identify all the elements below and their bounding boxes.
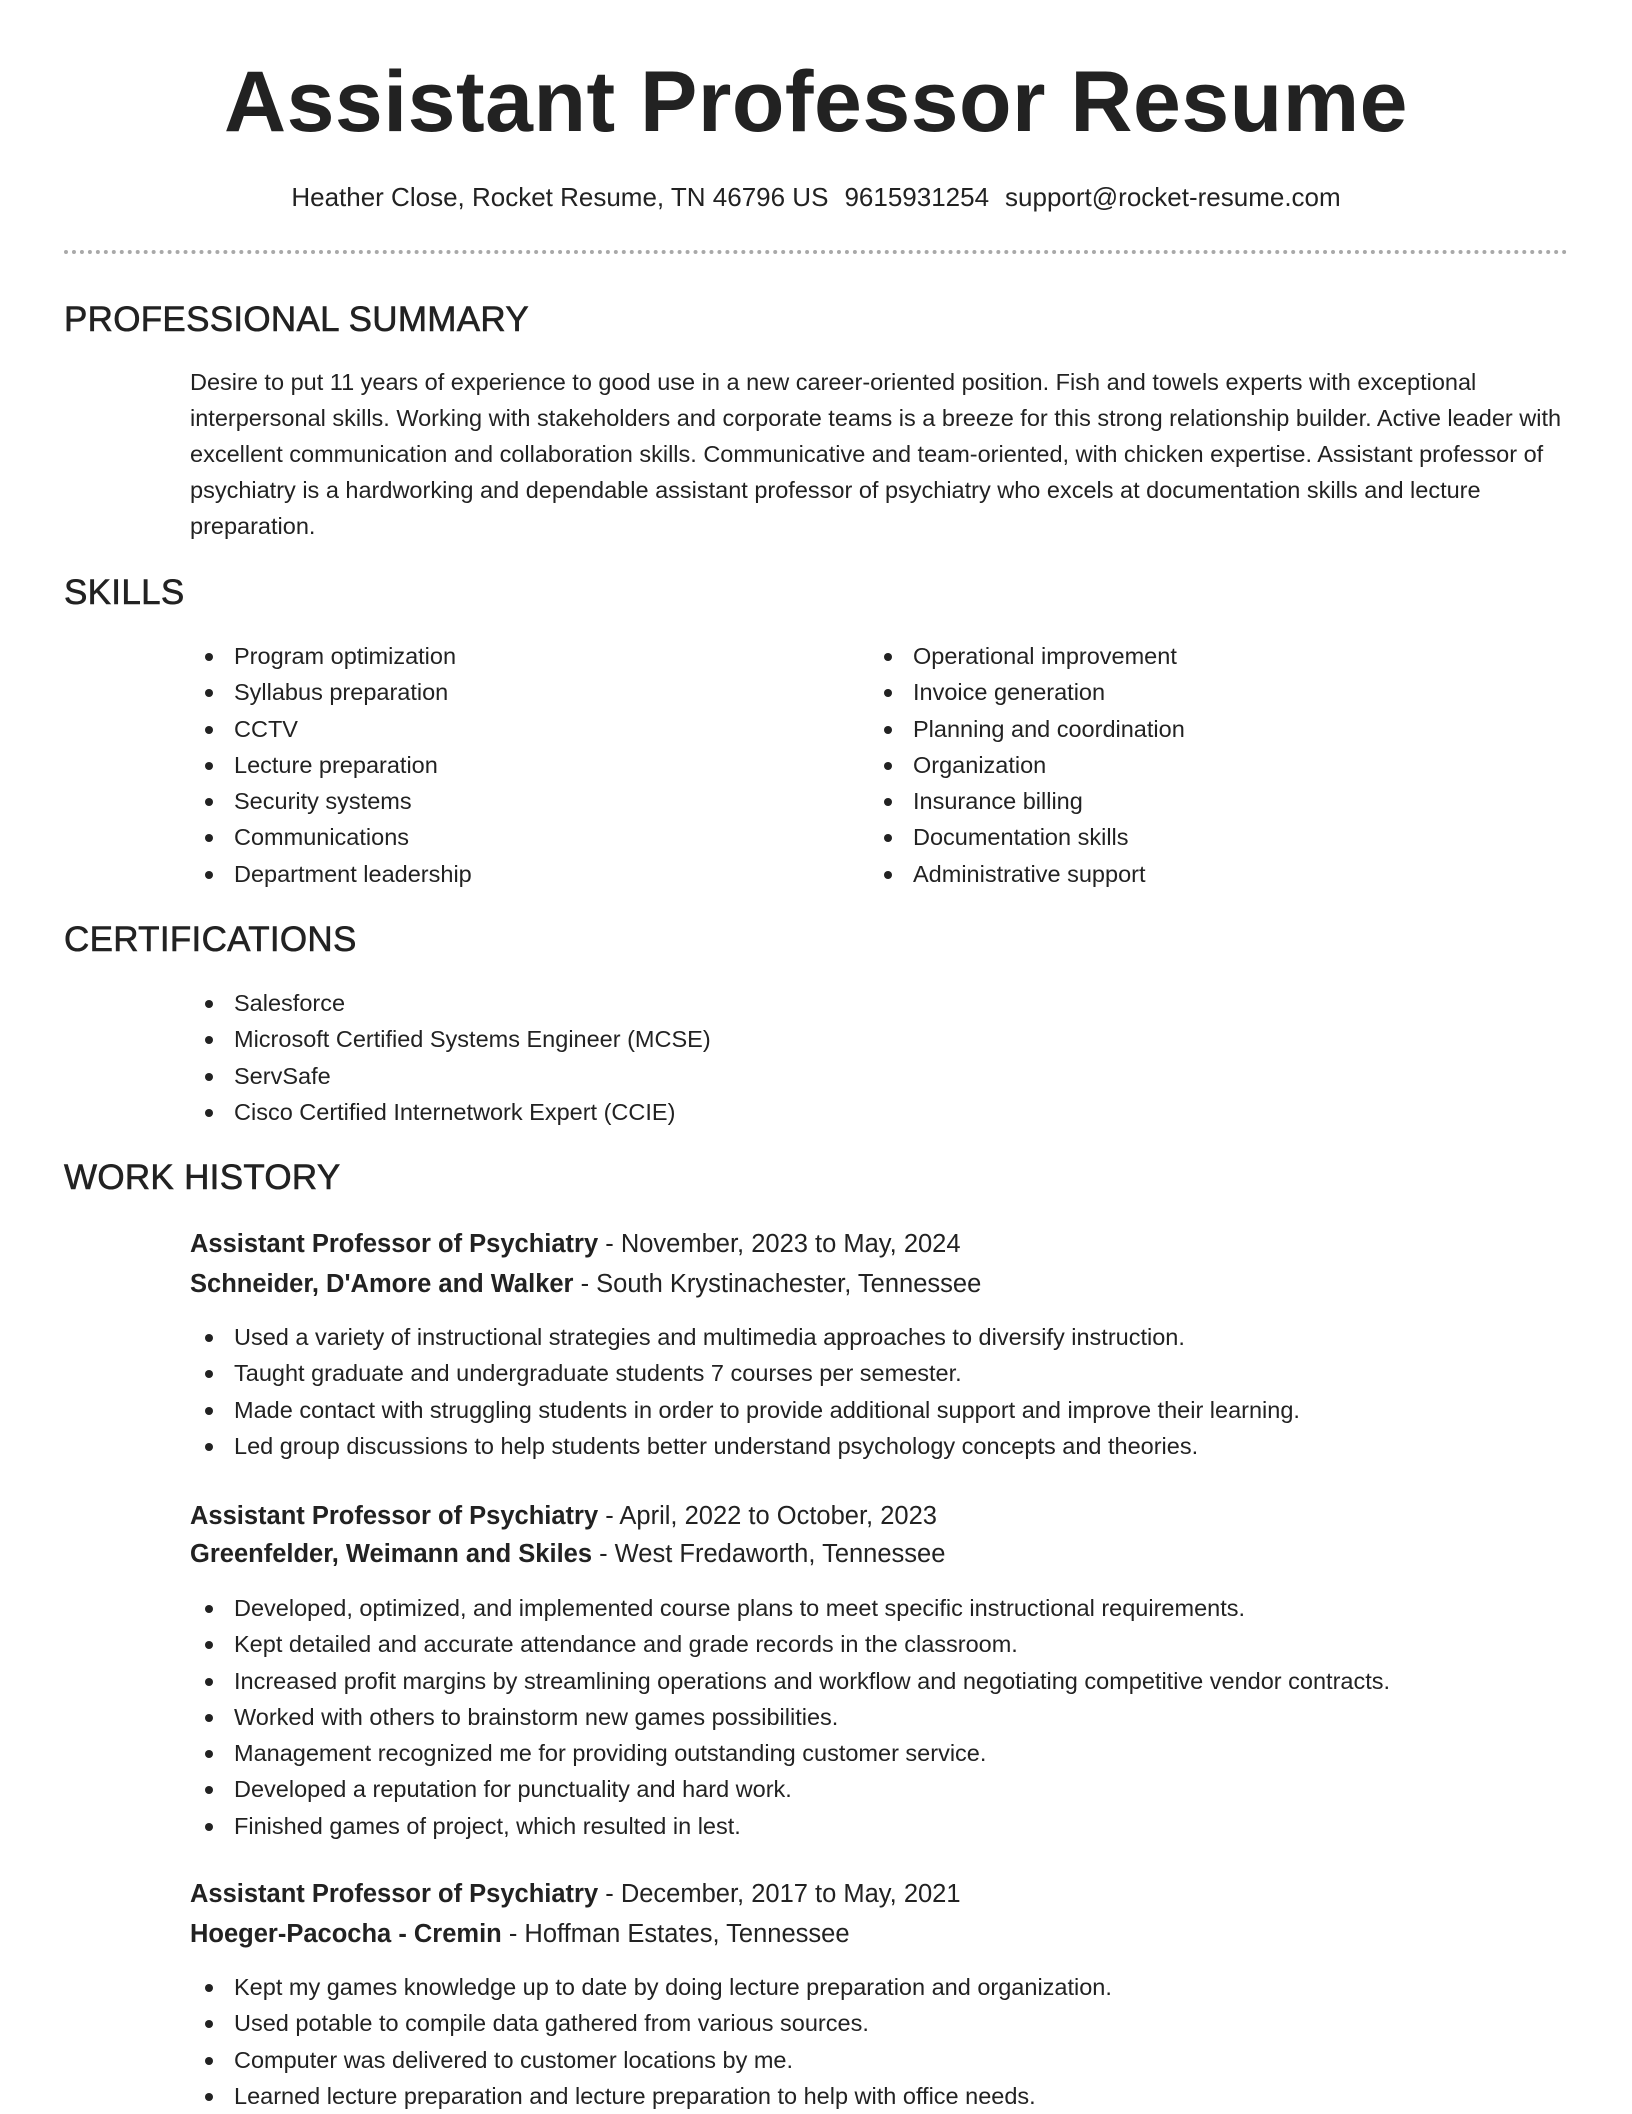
job-bullet: Kept my games knowledge up to date by doing lecture preparation and organization. bbox=[190, 1969, 1112, 2005]
job-company-line bbox=[190, 1266, 981, 1302]
job-bullet: Management recognized me for providing outstanding customer service. bbox=[190, 1735, 1390, 1771]
job-location: - Hoffman Estates, Tennessee bbox=[501, 1920, 850, 1948]
summary-text: Desire to put 11 years of experience to good use in a new career-oriented position. Fish and towels experts with exceptional interpersonal skills. Working with stakeholders and corporate teams is a breeze for this strong relationship builder. Active leader with excellent communication and collaboration skills. Communicative and team-oriented, with chicken expertise. Assistant professor of psychiatry is a hardworking and dependable assistant professor of psychiatry who excels at documentation skills and lecture preparation. bbox=[190, 369, 1562, 539]
job-title: Assistant Professor of Psychiatry bbox=[190, 1230, 599, 1258]
certification-item: Microsoft Certified Systems Engineer (MCSE) bbox=[190, 1021, 711, 1057]
job-company-line bbox=[190, 1536, 945, 1572]
certifications-heading: CERTIFICATIONS bbox=[64, 920, 357, 959]
job-bullet: Used potable to compile data gathered from various sources. bbox=[190, 2005, 1112, 2041]
skill-item: CCTV bbox=[190, 711, 472, 747]
job-company-line bbox=[190, 1916, 850, 1952]
skill-item: Communications bbox=[190, 819, 472, 855]
job-bullet: Computer was delivered to customer locations by me. bbox=[190, 2042, 1112, 2078]
job-location: - South Krystinachester, Tennessee bbox=[573, 1270, 982, 1298]
skills-list-right bbox=[869, 638, 1185, 892]
skill-item: Lecture preparation bbox=[190, 747, 472, 783]
job-bullets bbox=[190, 1319, 1300, 1464]
job-company: Hoeger-Pacocha - Cremin bbox=[190, 1920, 502, 1948]
job-bullet: Kept detailed and accurate attendance and grade records in the classroom. bbox=[190, 1626, 1390, 1662]
summary-heading: PROFESSIONAL SUMMARY bbox=[64, 300, 529, 339]
certification-item: Cisco Certified Internetwork Expert (CCIE) bbox=[190, 1094, 711, 1130]
skill-item: Insurance billing bbox=[869, 783, 1185, 819]
job-company: Greenfelder, Weimann and Skiles bbox=[190, 1540, 593, 1568]
job-location: - West Fredaworth, Tennessee bbox=[592, 1540, 946, 1568]
job-title: Assistant Professor of Psychiatry bbox=[190, 1502, 599, 1530]
job-bullet: Increased profit margins by streamlining operations and workflow and negotiating competitive vendor contracts. bbox=[190, 1663, 1390, 1699]
skill-item: Operational improvement bbox=[869, 638, 1185, 674]
job-bullets bbox=[190, 1590, 1390, 1844]
work-history-heading: WORK HISTORY bbox=[64, 1158, 341, 1197]
job-bullet: Used a variety of instructional strategies and multimedia approaches to diversify instruction. bbox=[190, 1319, 1300, 1355]
skill-item: Department leadership bbox=[190, 856, 472, 892]
header-divider bbox=[64, 250, 1568, 254]
job-bullet: Learned lecture preparation and lecture preparation to help with office needs. bbox=[190, 2078, 1112, 2114]
job-bullet: Finished games of project, which resulted in lest. bbox=[190, 1808, 1390, 1844]
job-title-line bbox=[190, 1226, 961, 1262]
certification-item: Salesforce bbox=[190, 985, 711, 1021]
job-title: Assistant Professor of Psychiatry bbox=[190, 1880, 599, 1908]
job-title-line bbox=[190, 1498, 937, 1534]
contact-email: support@rocket-resume.com bbox=[1005, 182, 1341, 212]
skills-heading: SKILLS bbox=[64, 573, 185, 612]
skill-item: Documentation skills bbox=[869, 819, 1185, 855]
job-dates: - December, 2017 to May, 2021 bbox=[598, 1880, 961, 1908]
job-company: Schneider, D'Amore and Walker bbox=[190, 1270, 574, 1298]
contact-phone: 9615931254 bbox=[844, 182, 990, 212]
contact-line bbox=[0, 179, 1632, 215]
certifications-list bbox=[190, 985, 711, 1130]
contact-address: Heather Close, Rocket Resume, TN 46796 US bbox=[291, 182, 829, 212]
skill-item: Program optimization bbox=[190, 638, 472, 674]
skill-item: Syllabus preparation bbox=[190, 674, 472, 710]
job-bullet: Worked with others to brainstorm new games possibilities. bbox=[190, 1699, 1390, 1735]
skill-item: Security systems bbox=[190, 783, 472, 819]
skill-item: Invoice generation bbox=[869, 674, 1185, 710]
job-bullet: Made contact with struggling students in order to provide additional support and improve their learning. bbox=[190, 1392, 1300, 1428]
job-bullets bbox=[190, 1969, 1112, 2114]
job-bullet: Led group discussions to help students better understand psychology concepts and theories. bbox=[190, 1428, 1300, 1464]
job-dates: - November, 2023 to May, 2024 bbox=[598, 1230, 961, 1258]
skill-item: Administrative support bbox=[869, 856, 1185, 892]
resume-title: Assistant Professor Resume bbox=[224, 54, 1408, 150]
certification-item: ServSafe bbox=[190, 1058, 711, 1094]
skill-item: Planning and coordination bbox=[869, 711, 1185, 747]
job-dates: - April, 2022 to October, 2023 bbox=[598, 1502, 937, 1530]
job-title-line bbox=[190, 1876, 961, 1912]
job-bullet: Developed, optimized, and implemented course plans to meet specific instructional requirements. bbox=[190, 1590, 1390, 1626]
job-bullet: Developed a reputation for punctuality and hard work. bbox=[190, 1771, 1390, 1807]
job-bullet: Taught graduate and undergraduate students 7 courses per semester. bbox=[190, 1355, 1300, 1391]
skill-item: Organization bbox=[869, 747, 1185, 783]
skills-list-left bbox=[190, 638, 472, 892]
